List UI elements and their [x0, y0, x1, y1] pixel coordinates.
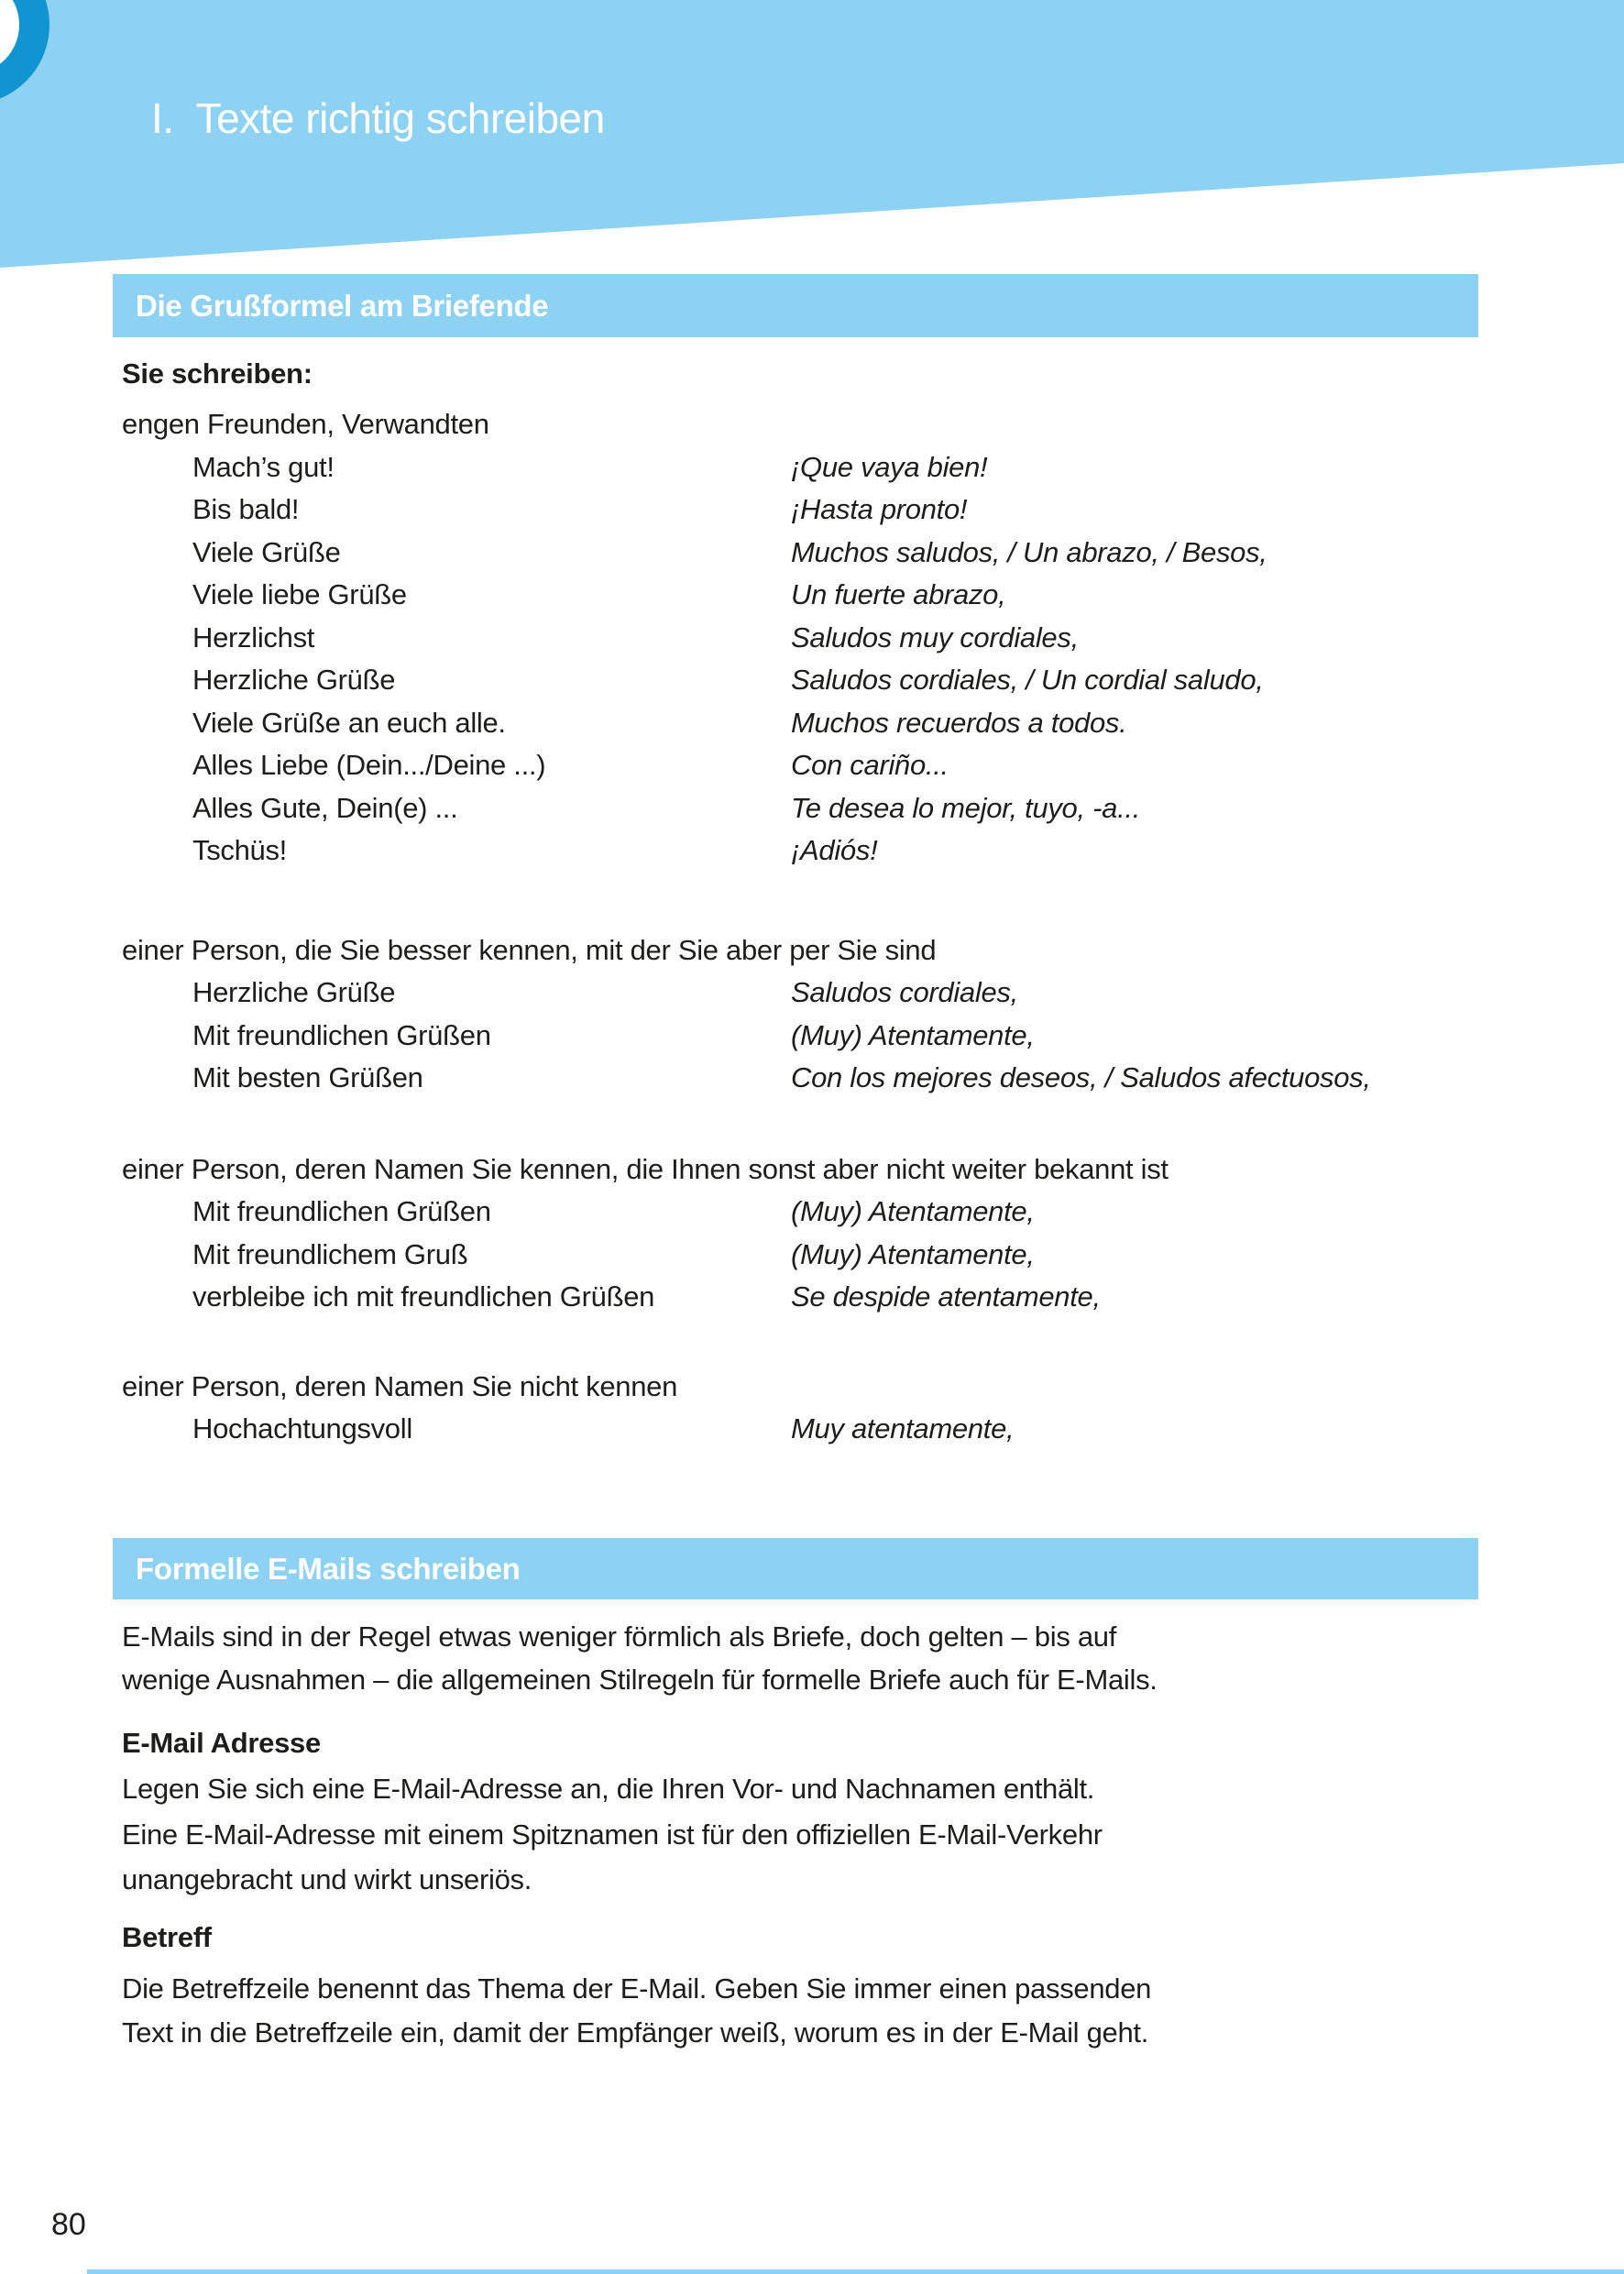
- spanish-phrase: ¡Que vaya bien!: [791, 450, 988, 483]
- paragraph-line: wenige Ausnahmen – die allgemeinen Stilregeln für formelle Briefe auch für E-Mails.: [122, 1664, 1158, 1696]
- paragraph-line: Eine E-Mail-Adresse mit einem Spitznamen ist für den offiziellen E-Mail-Verkehr: [122, 1818, 1103, 1851]
- german-phrase: Herzliche Grüße: [192, 976, 396, 1008]
- spanish-phrase: ¡Hasta pronto!: [791, 493, 968, 525]
- phrase-group-unknown-name: [122, 1366, 1371, 1451]
- german-phrase: Bis bald!: [192, 493, 300, 525]
- german-phrase: Viele liebe Grüße: [192, 578, 407, 610]
- paragraph-line: Legen Sie sich eine E-Mail-Adresse an, die Ihren Vor- und Nachnamen enthält.: [122, 1773, 1095, 1805]
- spanish-phrase: ¡Adiós!: [791, 834, 878, 866]
- paragraph-line: Text in die Betreffzeile ein, damit der Empfänger weiß, worum es in der E-Mail geht.: [122, 2016, 1149, 2049]
- betreff-paragraph: [122, 1967, 1151, 2055]
- section-heading-grussformel: [113, 274, 1478, 337]
- lead-sie-schreiben: Sie schreiben:: [122, 357, 313, 390]
- group-context: einer Person, die Sie besser kennen, mit der Sie aber per Sie sind: [122, 933, 937, 966]
- phrase-row: [122, 702, 1371, 745]
- phrase-row: [122, 787, 1371, 830]
- chapter-title: [151, 93, 605, 143]
- german-phrase: verbleibe ich mit freundlichen Grüßen: [192, 1280, 655, 1313]
- phrase-row: [122, 1408, 1371, 1451]
- spanish-phrase: Con cariño...: [791, 749, 949, 781]
- phrase-row: [122, 659, 1371, 702]
- group-context: engen Freunden, Verwandten: [122, 408, 489, 440]
- german-phrase: Mach’s gut!: [192, 450, 335, 483]
- spanish-phrase: Un fuerte abrazo,: [791, 578, 1006, 610]
- emails-intro-paragraph: [122, 1615, 1158, 1701]
- phrase-table: [122, 403, 1371, 1451]
- phrase-row: [122, 1057, 1371, 1100]
- chapter-title-text: Texte richtig schreiben: [195, 94, 605, 142]
- page-number: 80: [51, 2207, 86, 2242]
- german-phrase: Mit freundlichen Grüßen: [192, 1195, 491, 1227]
- chapter-number: I.: [151, 94, 174, 142]
- group-context: einer Person, deren Namen Sie nicht kennen: [122, 1369, 678, 1402]
- paragraph-line: Die Betreffzeile benennt das Thema der E-Mail. Geben Sie immer einen passenden: [122, 1972, 1152, 2005]
- phrase-row: [122, 574, 1371, 617]
- section-heading-text: Die Grußformel am Briefende: [136, 288, 549, 323]
- phrase-group-known-name: [122, 1148, 1371, 1319]
- subsection-title-betreff: Betreff: [122, 1921, 212, 1953]
- spanish-phrase: Saludos cordiales,: [791, 976, 1018, 1008]
- german-phrase: Tschüs!: [192, 834, 287, 866]
- phrase-row: [122, 1276, 1371, 1319]
- german-phrase: Alles Gute, Dein(e) ...: [192, 791, 458, 824]
- german-phrase: Herzlichst: [192, 621, 315, 654]
- german-phrase: Hochachtungsvoll: [192, 1412, 412, 1445]
- phrase-row: [122, 744, 1371, 787]
- phrase-row: [122, 617, 1371, 660]
- german-phrase: Mit besten Grüßen: [192, 1061, 423, 1093]
- spanish-phrase: Con los mejores deseos, / Saludos afectuosos,: [791, 1061, 1371, 1093]
- phrase-row: [122, 1015, 1371, 1058]
- phrase-row: [122, 489, 1371, 532]
- spanish-phrase: Te desea lo mejor, tuyo, -a...: [791, 791, 1141, 824]
- spanish-phrase: Saludos cordiales, / Un cordial saludo,: [791, 664, 1264, 696]
- spanish-phrase: (Muy) Atentamente,: [791, 1195, 1035, 1227]
- paragraph-line: E-Mails sind in der Regel etwas weniger förmlich als Briefe, doch gelten – bis auf: [122, 1620, 1117, 1653]
- german-phrase: Alles Liebe (Dein.../Deine ...): [192, 749, 546, 781]
- german-phrase: Mit freundlichem Gruß: [192, 1237, 468, 1270]
- spanish-phrase: (Muy) Atentamente,: [791, 1018, 1035, 1051]
- phrase-group-friends: [122, 403, 1371, 873]
- spanish-phrase: Muchos recuerdos a todos.: [791, 706, 1127, 739]
- phrase-row: [122, 1234, 1371, 1277]
- phrase-row: [122, 972, 1371, 1015]
- subsection-title-email-adresse: E-Mail Adresse: [122, 1727, 321, 1759]
- phrase-row: [122, 446, 1371, 489]
- section-heading-text: Formelle E-Mails schreiben: [136, 1551, 521, 1586]
- spanish-phrase: Muchos saludos, / Un abrazo, / Besos,: [791, 535, 1267, 568]
- email-adresse-paragraph: [122, 1766, 1103, 1903]
- footer-accent-line: [87, 2269, 1624, 2274]
- spanish-phrase: Muy atentamente,: [791, 1412, 1015, 1445]
- german-phrase: Mit freundlichen Grüßen: [192, 1018, 491, 1051]
- phrase-row: [122, 829, 1371, 873]
- section-heading-formelle-emails: [113, 1538, 1478, 1599]
- paragraph-line: unangebracht und wirkt unseriös.: [122, 1863, 532, 1895]
- german-phrase: Herzliche Grüße: [192, 664, 396, 696]
- german-phrase: Viele Grüße: [192, 535, 341, 568]
- german-phrase: Viele Grüße an euch alle.: [192, 706, 506, 739]
- group-context: einer Person, deren Namen Sie kennen, die Ihnen sonst aber nicht weiter bekannt ist: [122, 1152, 1169, 1185]
- spanish-phrase: (Muy) Atentamente,: [791, 1237, 1035, 1270]
- phrase-row: [122, 532, 1371, 575]
- phrase-group-known-person-informal: [122, 929, 1371, 1100]
- phrase-row: [122, 1191, 1371, 1234]
- spanish-phrase: Saludos muy cordiales,: [791, 621, 1079, 654]
- spanish-phrase: Se despide atentamente,: [791, 1280, 1101, 1313]
